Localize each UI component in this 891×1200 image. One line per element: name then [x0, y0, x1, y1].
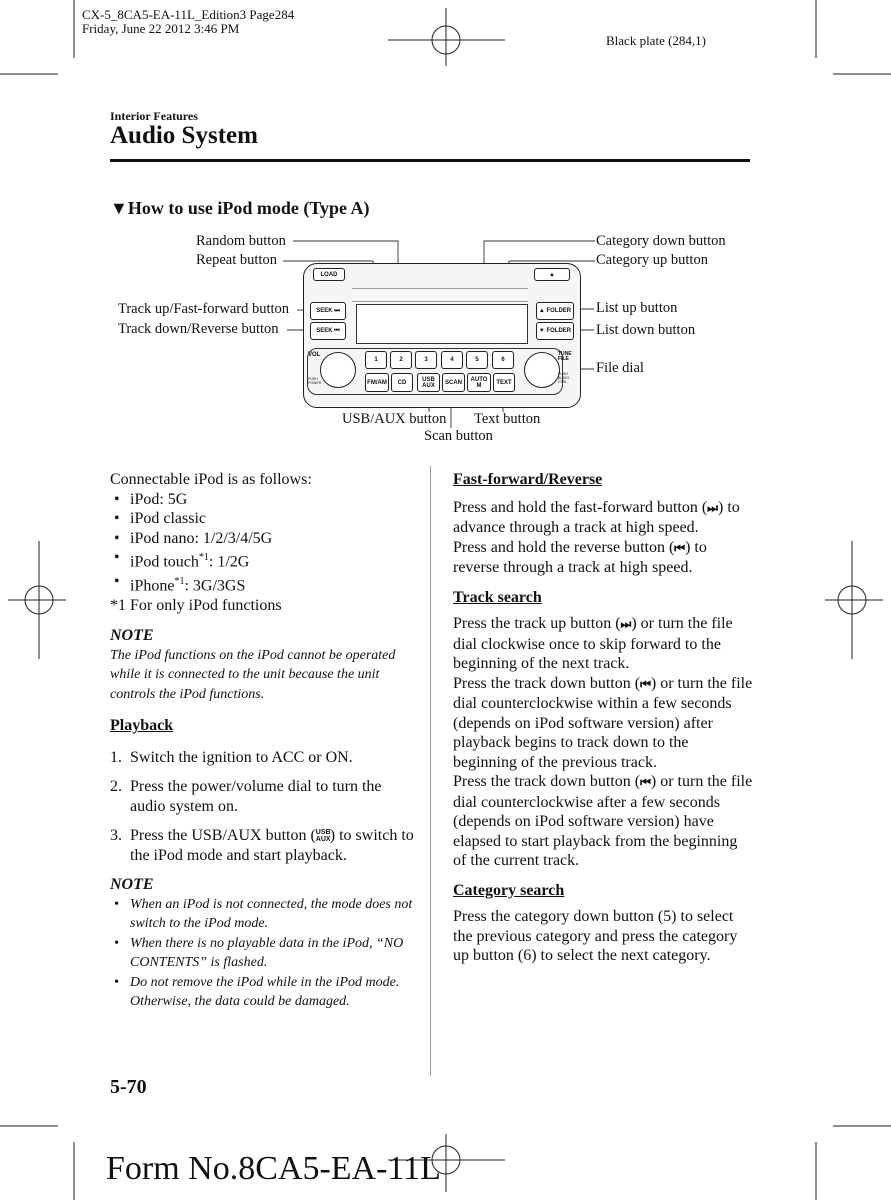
para-text: ) or turn the file dial clockwise once to skip forward to the beginning of the next track. — [453, 615, 733, 672]
fast-forward-icon: ⏭ — [707, 500, 718, 515]
step-item — [110, 826, 415, 865]
list-item: • iPod classic — [110, 509, 415, 529]
usb-aux-icon: USB AUX — [315, 829, 331, 844]
callout-list-up: List up button — [596, 300, 678, 316]
audio-unit-diagram — [0, 0, 891, 460]
track-up-icon: ⏭ — [620, 617, 632, 631]
track-down-icon: ⏮ — [640, 676, 651, 691]
step-text-after: ) to switch to the iPod mode and start playback. — [130, 827, 414, 864]
para-text: Press the track down button ( — [453, 773, 641, 790]
auto-m-button[interactable]: AUTO M — [467, 373, 491, 392]
preset-3-button[interactable]: 3 — [415, 351, 437, 369]
section-label: Interior Features — [110, 109, 198, 123]
note-list — [110, 895, 415, 1012]
callout-random: Random button — [196, 233, 286, 249]
usb-aux-button[interactable]: USB AUX — [417, 373, 440, 392]
column-divider — [430, 466, 431, 1076]
callout-repeat: Repeat button — [196, 252, 277, 268]
category-search-paragraph: Press the category down button (5) to select the previous category and press the category up button (6) to select the next category. — [453, 908, 738, 964]
print-header-line1: CX-5_8CA5-EA-11L_Edition3 Page284 — [82, 7, 295, 22]
callout-category-up: Category up button — [596, 252, 708, 268]
ipod-model-list — [110, 490, 415, 596]
reverse-paragraph — [453, 538, 753, 578]
para-text: Press and hold the reverse button ( — [453, 538, 675, 556]
callout-list-down: List down button — [596, 322, 696, 338]
form-number: Form No.8CA5-EA-11L — [106, 1150, 441, 1187]
cd-slot — [352, 288, 528, 302]
seek-down-button[interactable]: SEEK ⏮ — [310, 322, 346, 340]
callout-scan: Scan button — [424, 428, 493, 444]
left-column — [110, 470, 415, 1012]
fast-forward-paragraph — [453, 498, 753, 538]
eject-button[interactable]: ▲ — [534, 268, 570, 281]
callout-text: Text button — [474, 411, 541, 427]
list-item: • iPod nano: 1/2/3/4/5G — [110, 529, 415, 549]
ipod-touch-gens: : 1/2G — [208, 553, 250, 571]
step-item — [110, 777, 415, 816]
callout-track-up: Track up/Fast-forward button — [118, 301, 290, 317]
track-down-icon: ⏮ — [640, 775, 651, 789]
right-column — [453, 470, 753, 966]
track-search-paragraph — [453, 772, 753, 871]
list-item — [110, 548, 415, 572]
note-title: NOTE — [110, 876, 154, 894]
page-title: Audio System — [110, 122, 258, 149]
reverse-icon: ⏮ — [674, 540, 686, 555]
step-number: 2. — [110, 778, 122, 796]
track-search-paragraph — [453, 614, 753, 674]
power-volume-dial[interactable] — [320, 352, 356, 388]
text-button[interactable]: TEXT — [493, 373, 515, 392]
cd-button[interactable]: CD — [391, 373, 413, 392]
folder-down-button[interactable]: ▼ FOLDER — [536, 322, 574, 340]
step-item — [110, 748, 415, 768]
ipod-intro: Connectable iPod is as follows: — [110, 471, 312, 488]
step-number: 1. — [110, 748, 122, 766]
para-text: ) or turn the file dial counterclockwise after a few seconds (depends on iPod software version) have elapsed to start playback from the beginning of the current track. — [453, 773, 753, 869]
note-item: • When there is no playable data in the iPod, “NO CONTENTS” is flashed. — [110, 934, 415, 973]
fast-forward-heading: Fast-forward/Reverse — [453, 471, 603, 488]
page-number: 5-70 — [110, 1076, 147, 1098]
step-number: 3. — [110, 827, 122, 845]
list-item: • iPod: 5G — [110, 490, 415, 510]
note-title: NOTE — [110, 627, 154, 645]
footnote-mark: *1 — [174, 575, 185, 587]
push-audio-label: PUSH AUDIO CTRL — [558, 372, 570, 384]
iphone-label: iPhone — [130, 577, 175, 595]
para-text: ) to advance through a track at high speed. — [453, 498, 740, 536]
list-item — [110, 572, 415, 596]
preset-4-button[interactable]: 4 — [441, 351, 463, 369]
track-search-heading: Track search — [453, 588, 542, 606]
vol-label: VOL — [308, 352, 321, 358]
callout-track-down: Track down/Reverse button — [118, 321, 279, 337]
note-text: The iPod functions on the iPod cannot be operated while it is connected to the unit because the unit controls the iPod functions. — [110, 647, 396, 702]
plate-label: Black plate (284,1) — [606, 33, 706, 48]
triangle-marker-icon: ▼ — [110, 198, 128, 218]
preset-6-button[interactable]: 6 — [492, 351, 514, 369]
folder-up-button[interactable]: ▲ FOLDER — [536, 302, 574, 320]
step-text-before: Press the USB/AUX button ( — [130, 827, 316, 845]
callout-category-down: Category down button — [596, 233, 726, 249]
preset-5-button[interactable]: 5 — [466, 351, 488, 369]
fm-am-button[interactable]: FM/AM — [365, 373, 389, 392]
step-text: Press the power/volume dial to turn the audio system on. — [130, 778, 382, 815]
scan-button[interactable]: SCAN — [442, 373, 465, 392]
footnote: *1 For only iPod functions — [110, 596, 282, 614]
para-text: ) to reverse through a track at high speed. — [453, 538, 707, 576]
callout-file-dial: File dial — [596, 360, 644, 376]
preset-1-button[interactable]: 1 — [365, 351, 387, 369]
para-text: Press the track down button ( — [453, 674, 641, 692]
push-power-label: PUSH POWER — [308, 377, 322, 385]
note-item: • When an iPod is not connected, the mode does not switch to the iPod mode. — [110, 895, 415, 934]
playback-steps — [110, 748, 415, 866]
para-text: Press the track up button ( — [453, 615, 621, 632]
para-text: ) or turn the file dial counterclockwise within a few seconds (depends on iPod software version) after playback begins to track down to the beginning of the previous track. — [453, 674, 753, 771]
preset-2-button[interactable]: 2 — [390, 351, 412, 369]
load-button[interactable]: LOAD — [313, 268, 345, 281]
callout-usb-aux: USB/AUX button — [342, 411, 447, 427]
track-search-paragraph — [453, 674, 753, 773]
subsection-title: How to use iPod mode (Type A) — [127, 198, 370, 218]
tune-file-label: TUNE FILE — [558, 351, 572, 362]
iphone-gens: : 3G/3GS — [184, 577, 246, 595]
display-screen — [356, 304, 528, 344]
ipod-touch-label: iPod touch — [130, 553, 199, 571]
print-header-line2: Friday, June 22 2012 3:46 PM — [82, 21, 240, 36]
note-item: • Do not remove the iPod while in the iPod mode. Otherwise, the data could be damaged. — [110, 973, 415, 1012]
seek-up-button[interactable]: SEEK ⏭ — [310, 302, 346, 320]
footnote-mark: *1 — [198, 552, 209, 563]
file-dial[interactable] — [524, 352, 560, 388]
playback-heading: Playback — [110, 717, 174, 735]
para-text: Press and hold the fast-forward button ( — [453, 498, 708, 516]
step-text: Switch the ignition to ACC or ON. — [130, 748, 353, 766]
category-search-heading: Category search — [453, 881, 565, 899]
